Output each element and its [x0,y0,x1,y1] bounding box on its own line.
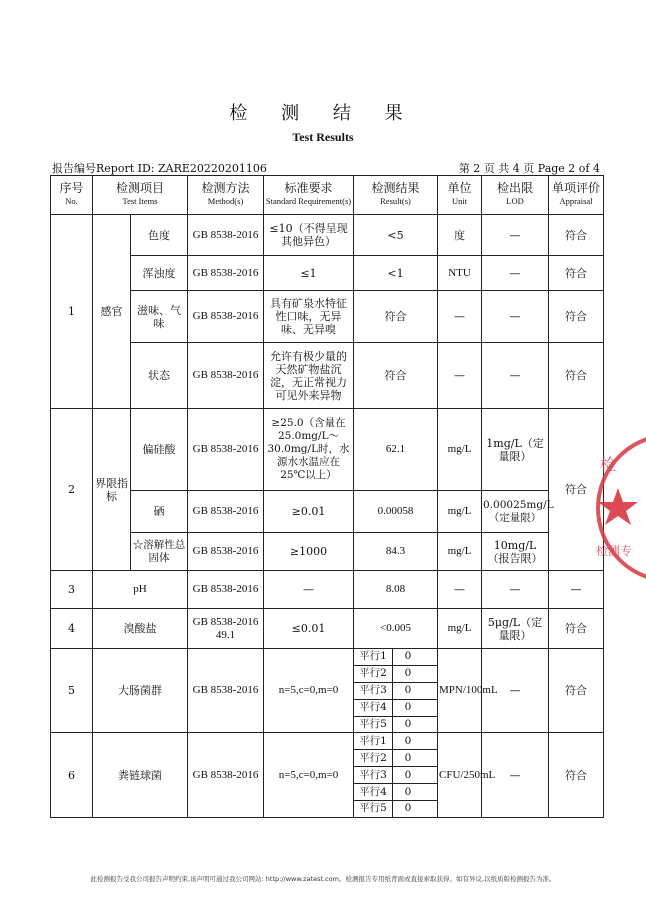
row-number: 2 [51,409,93,571]
item-name: 浑浊度 [131,256,188,291]
item-method: GB 8538-2016 [188,491,264,533]
parallel-label: 平行5 [354,801,393,817]
item-name: 溴酸盐 [93,609,188,649]
row-number: 4 [51,609,93,649]
item-appraisal: 符合 [549,256,604,291]
item-requirement: n=5,c=0,m=0 [264,733,354,817]
item-appraisal: 符合 [549,409,604,571]
item-name: 滋味、气味 [131,291,188,343]
item-unit: mg/L [438,533,482,571]
item-result: <1 [354,256,438,291]
table-row [51,649,604,733]
item-method: GB 8538-2016 [188,215,264,256]
item-unit: — [438,571,482,609]
table-row [51,343,604,409]
results-table [50,175,604,818]
row-number: 6 [51,733,93,817]
header-unit: 单位 Unit [438,176,482,215]
item-unit: MPN/100mL [438,649,482,733]
item-requirement: 允许有极少量的天然矿物盐沉淀，无正常视力可见外来异物 [264,343,354,409]
parallel-label: 平行1 [354,733,393,749]
svg-text:检: 检 [600,455,617,474]
page-subtitle: Test Results [292,130,354,144]
item-requirement: 具有矿泉水特征性口味，无异味、无异嗅 [264,291,354,343]
item-requirement: n=5,c=0,m=0 [264,649,354,733]
parallel-label: 平行1 [354,649,393,665]
header-requirement: 标准要求 Standard Requirement(s) [264,176,354,215]
item-requirement: ≥25.0（含量在25.0mg/L～30.0mg/L时，水源水水温应在25℃以上） [264,409,354,491]
item-appraisal: — [549,571,604,609]
item-requirement: ≤0.01 [264,609,354,649]
header-items: 检测项目 Test Items [93,176,188,215]
item-result: 62.1 [354,409,438,491]
item-method: GB 8538-2016 [188,256,264,291]
item-unit: — [438,343,482,409]
parallel-value: 0 [393,649,424,665]
parallel-table [354,733,437,816]
item-requirement: ≥0.01 [264,491,354,533]
parallel-results [354,649,438,733]
item-lod: 1mg/L（定量限） [482,409,549,491]
parallel-results [354,733,438,817]
item-requirement: — [264,571,354,609]
parallel-value: 0 [393,750,424,767]
parallel-value: 0 [393,784,424,801]
item-result: <5 [354,215,438,256]
table-row [51,409,604,491]
item-appraisal: 符合 [549,215,604,256]
row-number: 3 [51,571,93,609]
item-result: <0.005 [354,609,438,649]
parallel-label: 平行3 [354,767,393,784]
item-requirement: ≤1 [264,256,354,291]
item-appraisal: 符合 [549,609,604,649]
parallel-value: 0 [404,718,412,730]
item-method: GB 8538-2016 [188,649,264,733]
parallel-value: 0 [393,665,424,682]
item-name: 状态 [131,343,188,409]
table-row [51,491,604,533]
row-number: 5 [51,649,93,733]
item-lod: — [482,343,549,409]
item-name: 硒 [131,491,188,533]
header-lod: 检出限 LOD [482,176,549,215]
header-no: 序号 No. [51,176,93,215]
item-name: 粪链球菌 [93,733,188,817]
item-method: GB 8538-2016 [188,733,264,817]
item-name: 色度 [131,215,188,256]
item-requirement: ≥1000 [264,533,354,571]
item-unit: — [438,291,482,343]
item-unit: CFU/250mL [438,733,482,817]
table-row [51,291,604,343]
parallel-label: 平行4 [354,784,393,801]
page-info: 第 2 页 共 4 页 Page 2 of 4 [458,162,600,175]
item-lod: — [482,649,549,733]
item-name: 偏硅酸 [131,409,188,491]
item-lod: — [482,571,549,609]
header-row [51,176,604,215]
item-appraisal: 符合 [549,291,604,343]
footer-disclaimer: 此检测报告受我公司报告声明约束,该声明可通过我公司网站: http://www.zatest.com。检测报告专用纸背面或直接索取获得。如有异议,以纸质版检测报告为准。 [90,875,556,883]
parallel-label: 平行2 [354,750,393,767]
row-group: 界限指标 [93,409,131,571]
parallel-value: 0 [393,767,424,784]
svg-text:检测专: 检测专 [596,544,633,558]
table-row [51,256,604,291]
parallel-value: 0 [393,733,424,749]
parallel-table [354,649,437,732]
item-method: GB 8538-2016 [188,409,264,491]
item-unit: mg/L [438,609,482,649]
parallel-value: 0 [393,682,424,699]
item-result: 0.00058 [354,491,438,533]
item-method: GB 8538-2016 49.1 [188,609,264,649]
header-result: 检测结果 Result(s) [354,176,438,215]
item-name: 大肠菌群 [93,649,188,733]
item-lod: — [482,291,549,343]
report-id: 报告编号Report ID: ZARE20220201106 [52,162,267,175]
item-result: 符合 [354,343,438,409]
parallel-label: 平行2 [354,665,393,682]
item-unit: mg/L [438,491,482,533]
table-row [51,733,604,817]
table-row [51,609,604,649]
item-appraisal: 符合 [549,733,604,817]
header-appraisal: 单项评价 Appraisal [549,176,604,215]
item-requirement: ≤10（不得呈现其他异色） [264,215,354,256]
item-lod: — [482,733,549,817]
item-method: GB 8538-2016 [188,533,264,571]
item-method: GB 8538-2016 [188,571,264,609]
page-title: 检 测 结 果 [229,103,417,124]
item-name: pH [93,571,188,609]
item-lod: — [482,256,549,291]
item-result: 8.08 [354,571,438,609]
parallel-label: 平行3 [354,682,393,699]
table-row [51,215,604,256]
item-method: GB 8538-2016 [188,343,264,409]
item-appraisal: 符合 [549,343,604,409]
item-lod: 0.00025mg/L（定量限） [482,491,549,533]
official-seal-stamp [596,428,646,588]
item-appraisal: 符合 [549,649,604,733]
item-lod: — [482,215,549,256]
parallel-value: 0 [404,802,412,815]
item-unit: mg/L [438,409,482,491]
row-number: 1 [51,215,93,409]
item-method: GB 8538-2016 [188,291,264,343]
item-result: 符合 [354,291,438,343]
item-name: ☆溶解性总固体 [131,533,188,571]
parallel-label: 平行4 [354,699,393,716]
parallel-value: 0 [393,699,424,716]
report-header-line [52,160,600,176]
header-method: 检测方法 Method(s) [188,176,264,215]
parallel-label: 平行5 [354,716,393,732]
item-lod: 10mg/L（报告限） [482,533,549,571]
row-group: 感官 [93,215,131,409]
table-row [51,571,604,609]
item-lod: 5μg/L（定量限） [482,609,549,649]
item-unit: 度 [438,215,482,256]
item-unit: NTU [438,256,482,291]
table-row [51,533,604,571]
item-result: 84.3 [354,533,438,571]
